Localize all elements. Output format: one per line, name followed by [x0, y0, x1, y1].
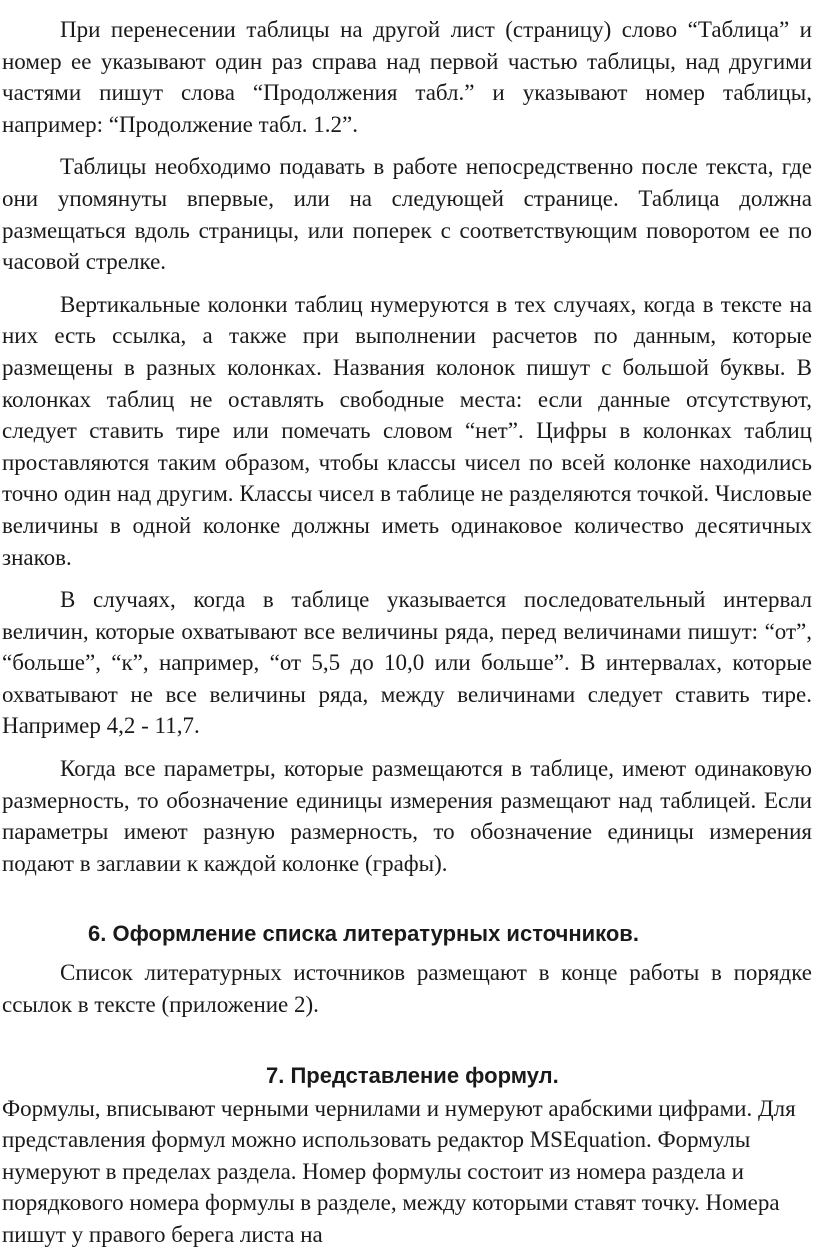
section-6-heading: 6. Оформление списка литературных источников.	[88, 921, 639, 947]
paragraph-units: Когда все параметры, которые размещаются в таблице, имеют одинаковую размерность, то обозначение единицы измерения размещают над таблицей. Если параметры имеют разную размерность, то обозначение единицы измерения подают в заглавии к каждой колонке (графы).	[2, 756, 812, 876]
paragraph-table-placement: Таблицы необходимо подавать в работе непосредственно после текста, где они упомянуты впервые, или на следующей странице. Таблица должна размещаться вдоль страницы, или поперек с соответствующим поворотом ее по часовой стрелке.	[2, 154, 812, 275]
paragraph-value-intervals: В случаях, когда в таблице указывается последовательный интервал величин, которые охватывают все величины ряда, перед величинами пишут: “от”, “больше”, “к”, например, “от 5,5 до 10,0 или больше”. В интервалах, которые охватывают не все величины ряда, между величинами следует ставить тире. Например 4,2 - 11,7.	[2, 587, 812, 739]
section-7-heading: 7. Представление формул.	[266, 1062, 559, 1088]
paragraph-table-columns: Вертикальные колонки таблиц нумеруются в тех случаях, когда в тексте на них есть ссылка, а также при выполнении расчетов по данным, которые размещены в разных колонках. Названия колонок пишут с большой буквы. В колонках таблиц не оставлять свободные места: если данные отсутствуют, следует ставить тире или помечать словом “нет”. Цифры в колонках таблиц проставляются таким образом, чтобы классы чисел по всей колонке находились точно один над другим. Классы чисел в таблице не разделяются точкой. Числовые величины в одной колонке должны иметь одинаковое количество десятичных знаков.	[2, 291, 812, 570]
section-6-text: Список литературных источников размещают в конце работы в порядке ссылок в тексте (приложение 2).	[2, 960, 812, 1018]
section-7-text: Формулы, вписывают черными чернилами и нумеруют арабскими цифрами. Для представления формул можно использовать редактор MSEquation. Формулы нумеруют в пределах раздела. Номер формулы состоит из номера раздела и порядкового номера формулы в разделе, между которыми ставят точку. Номера пишут у правого берега листа на	[2, 1095, 796, 1247]
paragraph-table-continuation: При перенесении таблицы на другой лист (страницу) слово “Таблица” и номер ее указывают один раз справа над первой частью таблицы, над другими частями пишут слова “Продолжения табл.” и указывают номер таблицы, например: “Продолжение табл. 1.2”.	[2, 17, 812, 137]
